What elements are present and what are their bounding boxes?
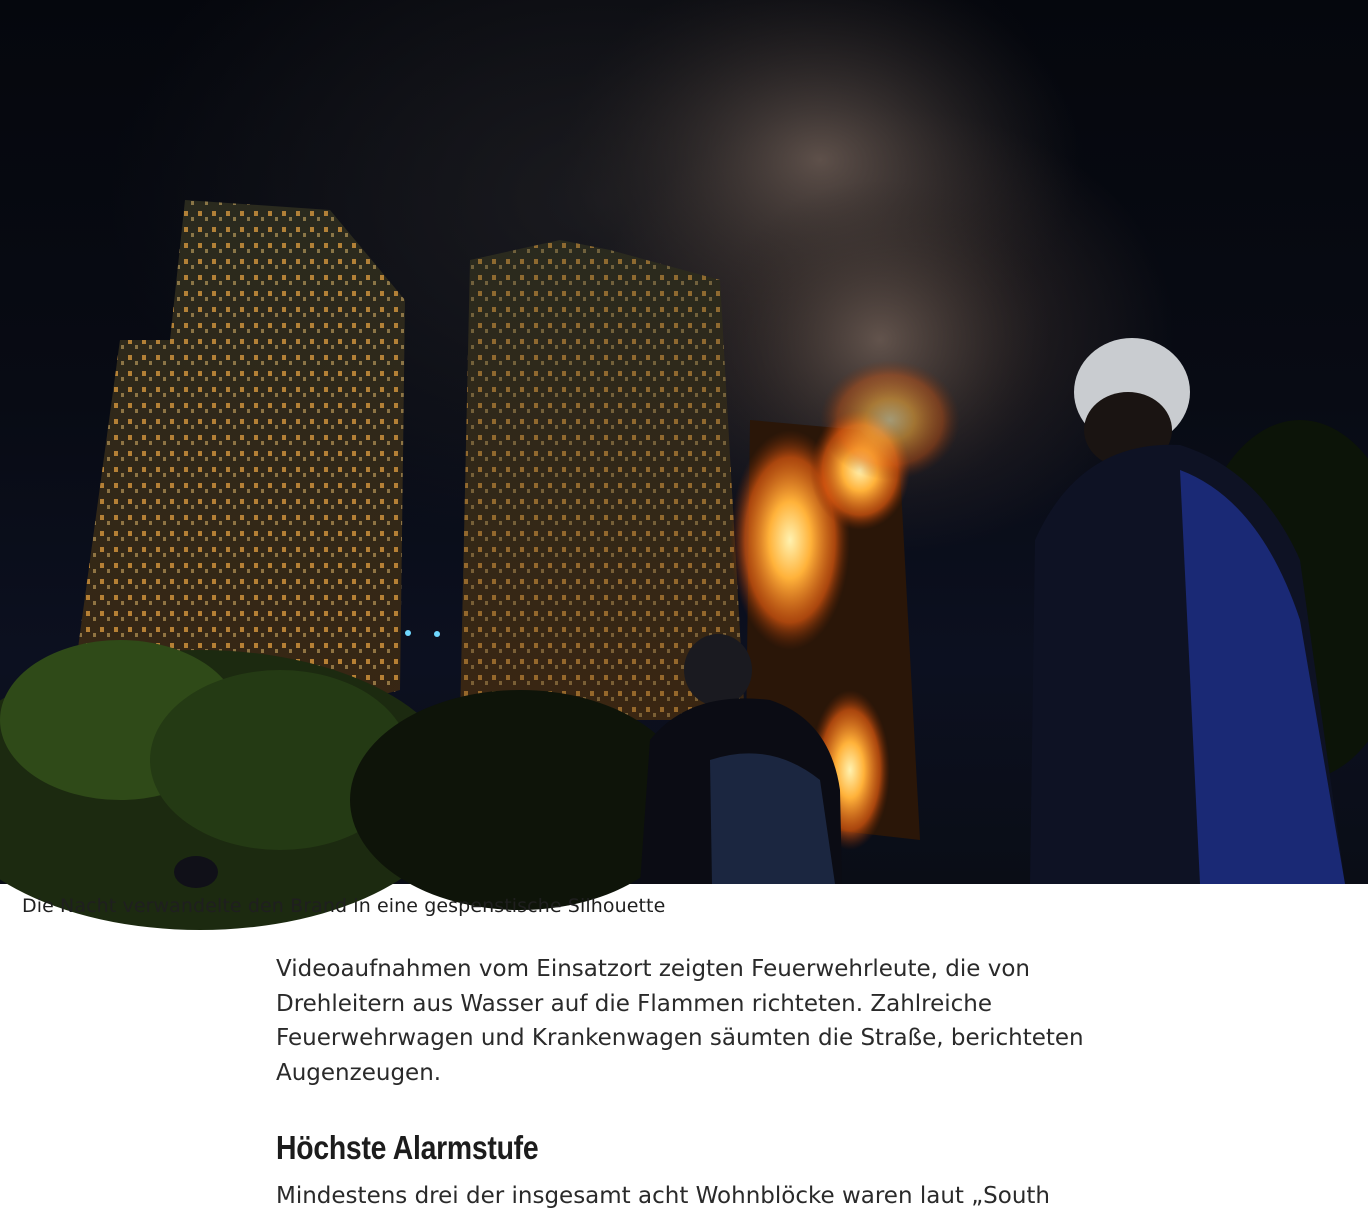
photo-caption: Die Nacht verwandelte den Brand in eine gespenstische Silhouette [22,895,666,917]
article-paragraph: Videoaufnahmen vom Einsatzort zeigten Feuerwehrleute, die von Drehleitern aus Wasser auf die Flammen richteten. Zahlreiche Feuerwehrwagen und Krankenwagen säumten die Straße, berichteten Augenzeugen. [276,956,1084,1087]
section-heading: Höchste Alarmstufe [276,1128,539,1166]
article-paragraph-partial: Mindestens drei der insgesamt acht Wohnblöcke waren laut „South [276,1182,1050,1209]
article-body [276,952,1106,1214]
